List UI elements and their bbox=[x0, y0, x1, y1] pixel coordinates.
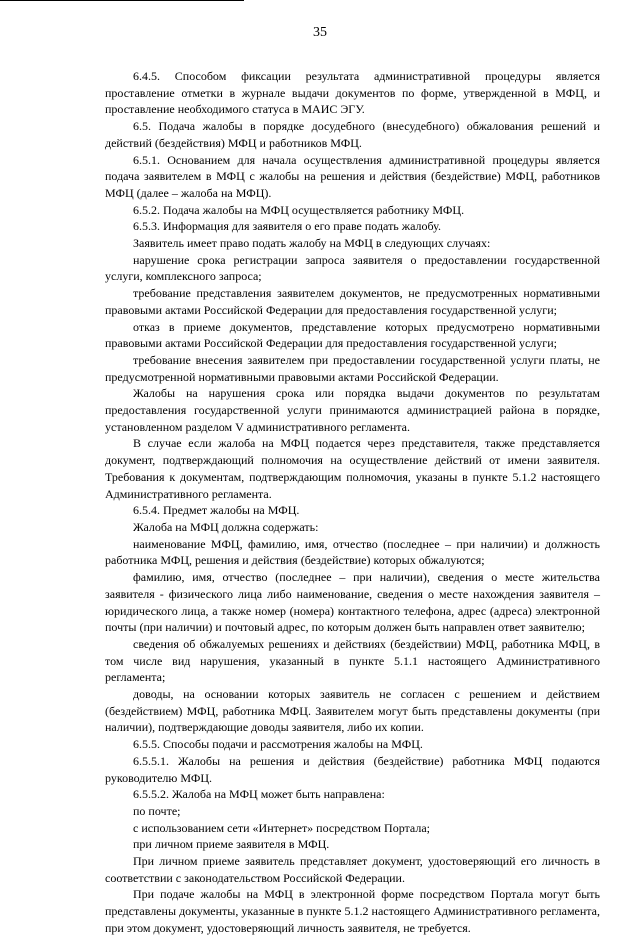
paragraph: Заявитель имеет право подать жалобу на МФЦ в следующих случаях: bbox=[133, 236, 491, 251]
paragraph: В случае если жалоба на МФЦ подается через представителя, также представляется документ, подтверждающий полномочия на осуществление действий от имени заявителя. Требования к документам, подтверждающим полномочия, указаны в пункте 5.1.2 настоящего Административного регламента. bbox=[105, 436, 600, 501]
paragraph: требование представления заявителем документов, не предусмотренных нормативными правовыми актами Российской Федерации для предоставления государственной услуги; bbox=[105, 286, 600, 317]
paragraph: по почте; bbox=[133, 803, 181, 818]
paragraph: требование внесения заявителем при предоставлении государственной услуги платы, не предусмотренной нормативными правовыми актами Российской Федерации. bbox=[105, 352, 600, 384]
paragraph: с использованием сети «Интернет» посредством Портала; bbox=[133, 820, 430, 835]
paragraph: наименование МФЦ, фамилию, имя, отчество (последнее – при наличии) и должность работника МФЦ, решения и действия (бездействие) которых обжалуются; bbox=[105, 536, 600, 568]
paragraph: отказ в приеме документов, представление которых предусмотрено нормативными правовыми актами Российской Федерации для предоставления государственной услуги; bbox=[105, 319, 600, 351]
paragraph: 6.5.5.1. Жалобы на решения и действия (бездействие) работника МФЦ подаются руководителю МФЦ. bbox=[105, 753, 600, 785]
paragraph: нарушение срока регистрации запроса заявителя о предоставлении государственной услуги, комплексного запроса; bbox=[105, 252, 600, 284]
paragraph: 6.5.2. Подача жалобы на МФЦ осуществляется работнику МФЦ. bbox=[133, 202, 465, 217]
paragraph: 6.5.1. Основанием для начала осуществления административной процедуры является подача заявителем в МФЦ с жалобы на решения и действия (бездействие) МФЦ, работников МФЦ (далее – жалоба на МФЦ). bbox=[105, 152, 600, 200]
paragraph: доводы, на основании которых заявитель не согласен с решением и действием (бездействием) МФЦ, работника МФЦ. Заявителем могут быть представлены документы (при наличии), подтверждающие доводы заявителя, либо их копии. bbox=[105, 687, 600, 735]
paragraph: 6.5.5.2. Жалоба на МФЦ может быть направлена: bbox=[133, 787, 385, 802]
paragraph: сведения об обжалуемых решениях и действиях (бездействии) МФЦ, работника МФЦ, в том числе вид нарушения, указанный в пункте 5.1.1 настоящего Административного регламента; bbox=[105, 636, 600, 685]
paragraph: фамилию, имя, отчество (последнее – при наличии), сведения о месте жительства заявителя - физического лица либо наименование, сведения о месте нахождения заявителя – юридического лица, а также номер (номера) контактного телефона, адрес (адреса) электронной почты (при наличии) и почтовый адрес, по которым должен быть направлен ответ заявителю; bbox=[105, 570, 600, 635]
page-number: 35 bbox=[313, 25, 327, 40]
paragraph: 6.4.5. Способом фиксации результата административной процедуры является проставление отметки в журнале выдачи документов по форме, утвержденной в МФЦ, и проставление необходимого статуса в МАИС ЭГУ. bbox=[105, 69, 600, 117]
paragraph: При подаче жалобы на МФЦ в электронной форме посредством Портала могут быть представлены документы, указанные в пункте 5.1.2 настоящего Административного регламента, при этом документ, удостоверяющий личность заявителя, не требуется. bbox=[105, 887, 600, 935]
top-rule bbox=[0, 0, 244, 1]
paragraph: 6.5.5. Способы подачи и рассмотрения жалобы на МФЦ. bbox=[133, 737, 423, 752]
paragraph: 6.5.3. Информация для заявителя о его праве подать жалобу. bbox=[133, 219, 441, 234]
paragraph: Жалоба на МФЦ должна содержать: bbox=[133, 519, 319, 534]
paragraph: При личном приеме заявитель представляет документ, удостоверяющий его личность в соответствии с законодательством Российской Федерации. bbox=[105, 854, 600, 885]
paragraph: Жалобы на нарушения срока или порядка выдачи документов по результатам предоставления государственной услуги принимаются администрацией района в порядке, установленном разделом V административного регламента. bbox=[105, 386, 600, 434]
paragraph: 6.5.4. Предмет жалобы на МФЦ. bbox=[133, 503, 300, 518]
paragraph: при личном приеме заявителя в МФЦ. bbox=[133, 837, 330, 852]
paragraph: 6.5. Подача жалобы в порядке досудебного (внесудебного) обжалования решений и действий (бездействия) МФЦ и работников МФЦ. bbox=[105, 119, 600, 150]
document-body bbox=[105, 68, 600, 937]
